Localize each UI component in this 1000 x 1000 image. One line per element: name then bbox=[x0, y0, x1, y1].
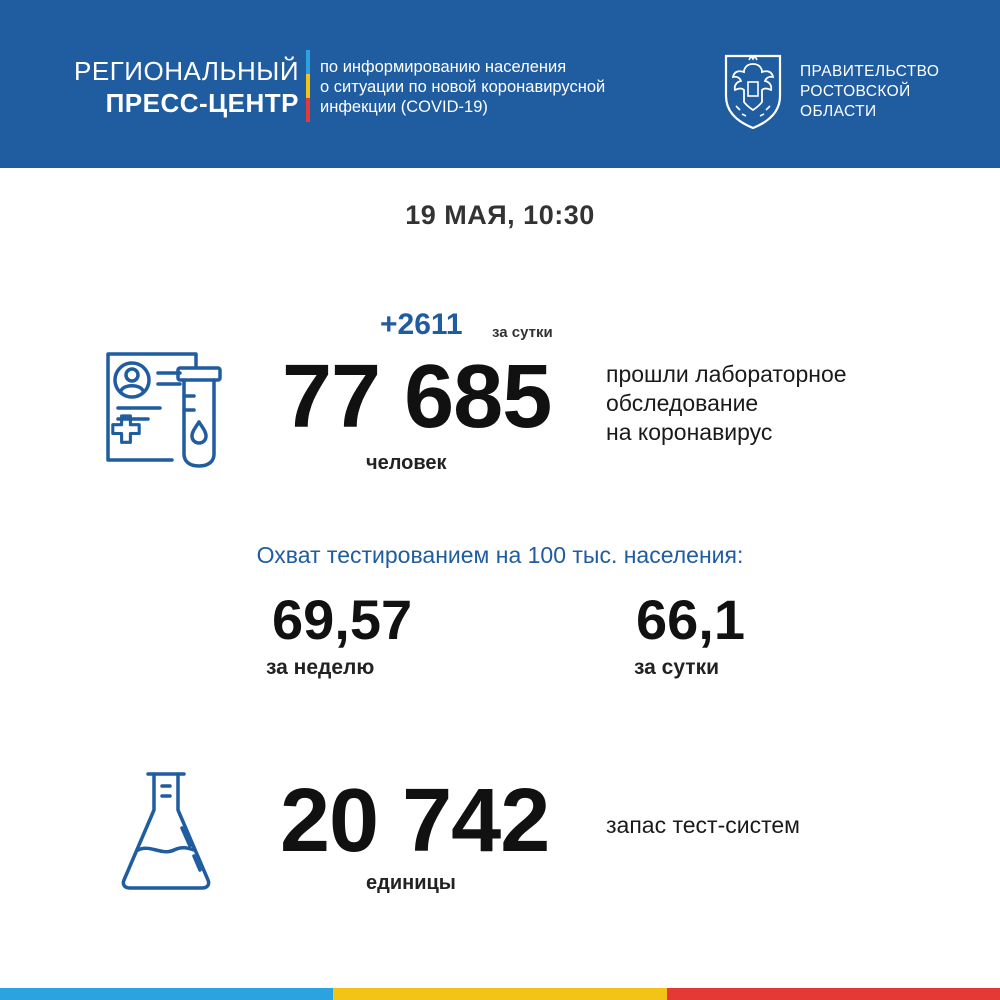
press-center-title-line2: ПРЕСС-ЦЕНТР bbox=[105, 88, 299, 118]
total-tests-unit: человек bbox=[366, 452, 447, 474]
description-line: прошли лабораторное bbox=[606, 361, 847, 387]
description-line: обследование bbox=[606, 390, 759, 416]
coverage-day-label: за сутки bbox=[634, 656, 719, 679]
government-name-line: РОСТОВСКОЙ bbox=[800, 83, 911, 100]
press-center-title-line1: РЕГИОНАЛЬНЫЙ bbox=[74, 56, 299, 86]
description-line: на коронавирус bbox=[606, 419, 773, 445]
coverage-title: Охват тестированием на 100 тыс. населения: bbox=[256, 542, 744, 568]
subtitle-line: инфекции (COVID-19) bbox=[320, 98, 488, 116]
press-center-subtitle bbox=[320, 57, 605, 117]
header-banner bbox=[0, 0, 1000, 168]
test-stock-value: 20 742 bbox=[280, 771, 550, 871]
flask-icon bbox=[118, 768, 214, 892]
government-name-line: ОБЛАСТИ bbox=[800, 103, 877, 120]
report-date: 19 МАЯ, 10:30 bbox=[405, 200, 595, 230]
daily-tests-label: за сутки bbox=[492, 324, 553, 341]
total-tests-value: 77 685 bbox=[282, 347, 552, 447]
tricolor-footer-bar bbox=[0, 988, 1000, 1000]
subtitle-line: по информированию населения bbox=[320, 58, 567, 76]
coat-of-arms-icon bbox=[722, 50, 784, 130]
tricolor-divider bbox=[306, 50, 310, 122]
coverage-day-value: 66,1 bbox=[636, 588, 745, 651]
test-stock-unit: единицы bbox=[366, 872, 456, 894]
coverage-week-value: 69,57 bbox=[272, 588, 413, 651]
total-tests-description bbox=[606, 360, 847, 447]
medical-record-and-test-tube-icon bbox=[100, 346, 226, 470]
government-name bbox=[800, 62, 939, 122]
subtitle-line: о ситуации по новой коронавирусной bbox=[320, 78, 606, 96]
test-stock-description: запас тест-систем bbox=[606, 812, 800, 838]
daily-tests-delta: +2611 bbox=[380, 308, 463, 341]
coverage-week-label: за неделю bbox=[266, 656, 375, 679]
government-name-line: ПРАВИТЕЛЬСТВО bbox=[800, 63, 940, 80]
